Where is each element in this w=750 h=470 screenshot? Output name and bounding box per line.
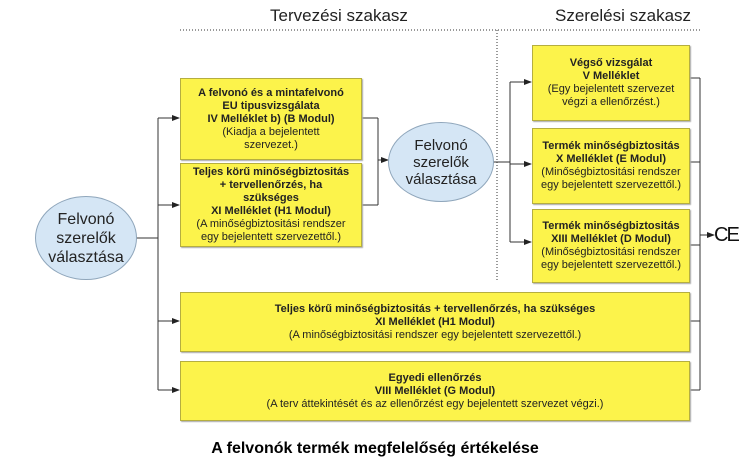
ellipse-line: választása [48, 248, 124, 266]
install-phase-heading: Szerelési szakasz [555, 6, 692, 25]
box-text: Termék minőségbiztositás [542, 140, 680, 152]
box-text: X Melléklet (E Modul) [555, 153, 666, 165]
box-text: Végső vizsgálat [569, 57, 653, 69]
diagram-title: A felvonók termék megfelelőség értékelése [211, 440, 539, 457]
box-text: (A terv áttekintését és az ellenőrzést egy bejelentett szervezet végzi.) [266, 397, 604, 410]
box-text: (A minőségbiztositási rendszer [196, 218, 346, 230]
box-h1-module-top [180, 163, 362, 247]
box-text: + tervellenőrzés, ha [219, 179, 323, 191]
box-text: XI Melléklet (H1 Modul) [375, 315, 495, 328]
design-phase-heading: Tervezési szakasz [270, 6, 408, 25]
left-ellipse-installer-choice [35, 196, 137, 280]
box-d-module [532, 209, 690, 283]
box-h1-module-bottom [180, 292, 690, 352]
box-text: IV Melléklet b) (B Modul) [207, 112, 335, 125]
ellipse-line: Felvonó [57, 210, 115, 228]
box-text: egy bejelentett szervezettől.) [540, 179, 682, 191]
box-text: A felvonó és a mintafelvonó [198, 86, 344, 99]
ellipse-line: szerelők [56, 229, 116, 247]
box-text: (Kiadja a bejelentett [222, 125, 320, 138]
box-text: Teljes körű minőségbiztositás [192, 166, 350, 178]
box-v-annex [532, 45, 690, 121]
box-g-module [180, 361, 690, 421]
box-text: V Melléklet [582, 70, 640, 82]
ellipse-line: választása [405, 170, 477, 188]
box-e-module [532, 128, 690, 204]
box-text: Egyedi ellenőrzés [388, 371, 482, 384]
box-text: Termék minőségbiztositás [542, 220, 680, 232]
box-text: VIII Melléklet (G Modul) [374, 384, 496, 397]
ellipse-line: Felvonó [414, 136, 468, 154]
box-text: egy bejelentett szervezettől.) [540, 259, 682, 271]
middle-ellipse-installer-choice [388, 122, 494, 202]
box-text: szükséges [243, 192, 299, 204]
box-text: Teljes körű minőségbiztositás + tervellenőrzés, ha szükséges [274, 302, 596, 315]
box-text: szervezet.) [244, 138, 298, 151]
box-text: végzi a ellenőrzést.) [562, 96, 660, 108]
box-text: (Minőségbiztositási rendszer [541, 166, 681, 178]
box-text: (Egy bejelentett szervezet [547, 83, 675, 95]
box-text: (A minőségbiztositási rendszer egy bejelentett szervezettől.) [288, 328, 582, 341]
box-text: XIII Melléklet (D Modul) [551, 233, 671, 245]
box-text: EU tipusvizsgálata [222, 99, 320, 112]
ce-mark-icon: CE [714, 224, 738, 246]
box-text: XI Melléklet (H1 Modul) [211, 205, 331, 217]
box-text: (Minőségbiztositási rendszer [541, 246, 681, 258]
ellipse-line: szerelők [413, 153, 469, 171]
box-b-module [180, 78, 362, 160]
box-text: egy bejelentett szervezettől.) [200, 231, 342, 243]
